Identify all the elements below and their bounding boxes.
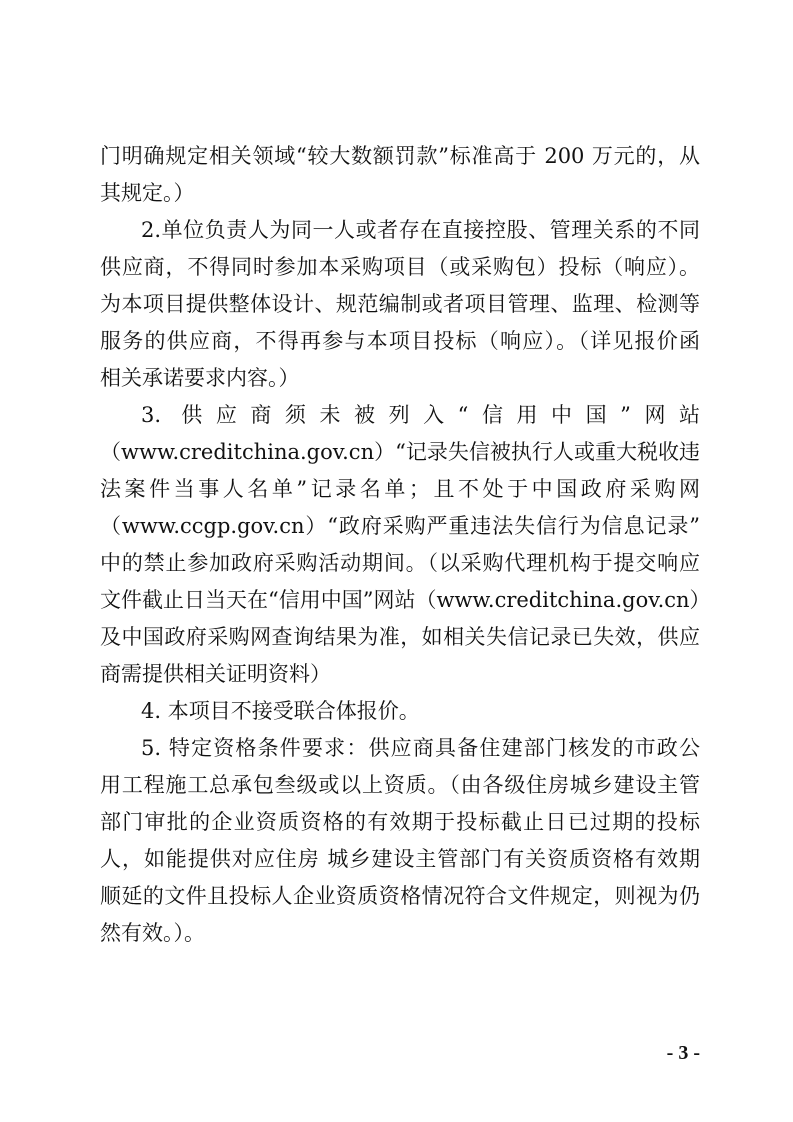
paragraph-line: 法案件当事人名单”记录名单；且不处于中国政府采购网 — [100, 477, 700, 501]
paragraph-line: 3. 供应商须未被列入“信用中国”网站 — [141, 403, 700, 427]
paragraph-line: 相关承诺要求内容。） — [100, 366, 300, 390]
paragraph-line: 2.单位负责人为同一人或者存在直接控股、管理关系的不同 — [141, 218, 700, 242]
paragraph-line: 其规定。） — [100, 181, 195, 205]
paragraph-line: 然有效。）。 — [100, 921, 205, 945]
paragraph-line: （www.ccgp.gov.cn）“政府采购严重违法失信行为信息记录” — [100, 514, 700, 538]
paragraph-line: 部门审批的企业资质资格的有效期于投标截止日已过期的投标 — [100, 810, 700, 834]
paragraph-line: 商需提供相关证明资料） — [100, 662, 331, 686]
paragraph-line: 4. 本项目不接受联合体报价。 — [141, 699, 420, 723]
paragraph-line: 门明确规定相关领域“较大数额罚款”标准高于 200 万元的，从 — [100, 144, 700, 168]
paragraph-line: 文件截止日当天在“信用中国”网站（www.creditchina.gov.cn） — [100, 588, 711, 612]
paragraph-line: 人，如能提供对应住房 城乡建设主管部门有关资质资格有效期 — [100, 847, 700, 871]
paragraph-line: 中的禁止参加政府采购活动期间。（以采购代理机构于提交响应 — [100, 551, 700, 575]
paragraph-line: 顺延的文件且投标人企业资质资格情况符合文件规定，则视为仍 — [100, 884, 700, 908]
paragraph-line: 供应商，不得同时参加本采购项目（或采购包）投标（响应）。 — [100, 255, 700, 279]
paragraph-line: 5. 特定资格条件要求：供应商具备住建部门核发的市政公 — [141, 736, 700, 760]
page-number: - 3 - — [666, 1042, 700, 1064]
paragraph-line: 服务的供应商，不得再参与本项目投标（响应）。（详见报价函 — [100, 329, 700, 353]
paragraph-line: 用工程施工总承包叁级或以上资质。（由各级住房城乡建设主管 — [100, 773, 700, 797]
paragraph-line: 及中国政府采购网查询结果为准，如相关失信记录已失效，供应 — [100, 625, 700, 649]
paragraph-line: （www.creditchina.gov.cn）“记录失信被执行人或重大税收违 — [100, 440, 700, 464]
paragraph-line: 为本项目提供整体设计、规范编制或者项目管理、监理、检测等 — [100, 292, 700, 316]
